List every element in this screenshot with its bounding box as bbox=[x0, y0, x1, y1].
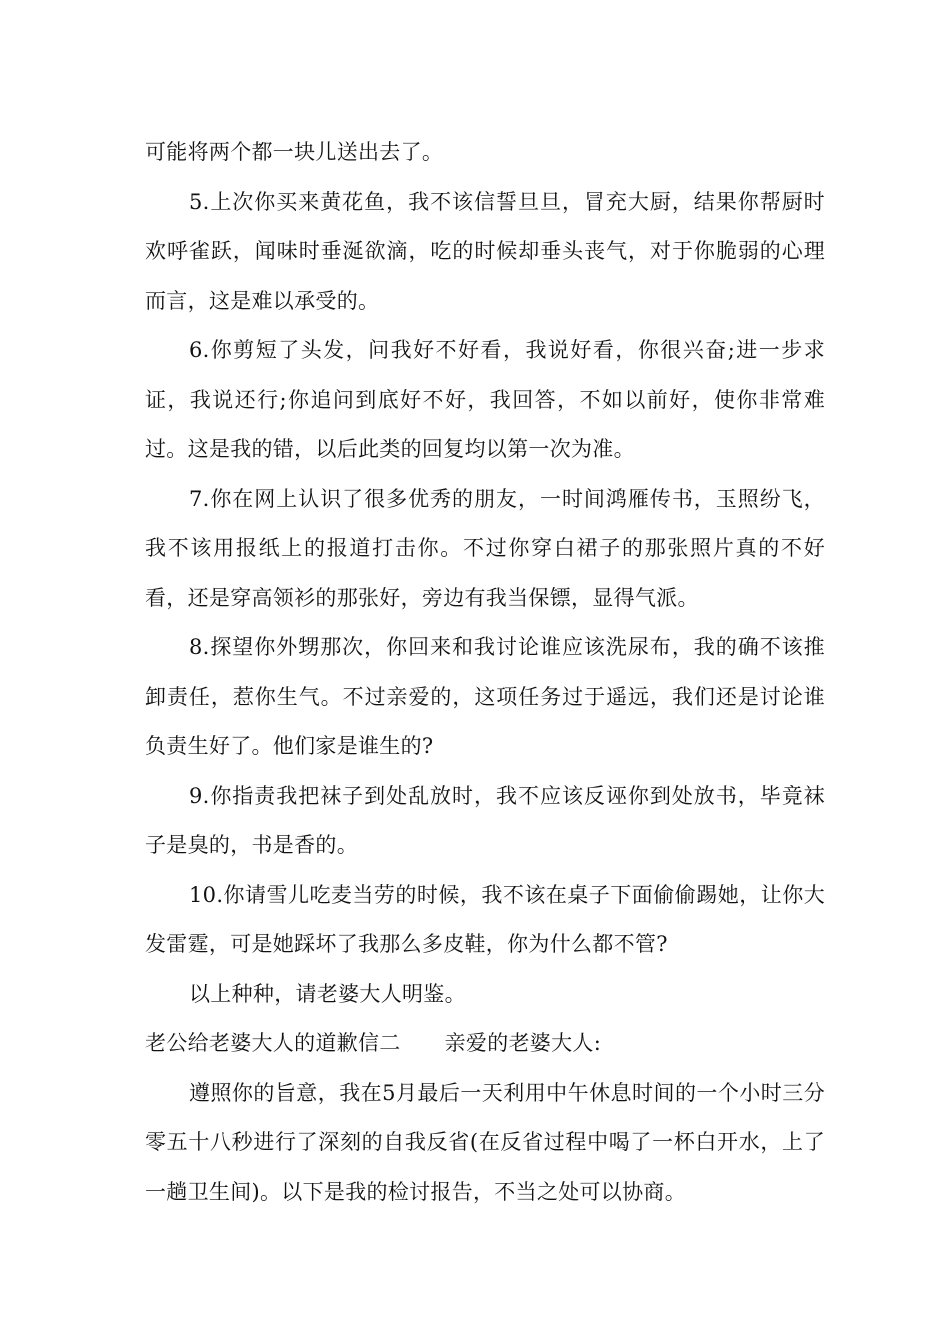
paragraph-item-7: 7.你在网上认识了很多优秀的朋友，一时间鸿雁传书，玉照纷飞，我不该用报纸上的报道打击你。不过你穿白裙子的那张照片真的不好看，还是穿高领衫的那张好，旁边有我当保镖，显得气派。 bbox=[145, 486, 825, 610]
letter-title: 老公给老婆大人的道歉信二 bbox=[145, 1031, 401, 1055]
document-body bbox=[145, 128, 825, 1217]
paragraph-item-5: 5.上次你买来黄花鱼，我不该信誓旦旦，冒充大厨，结果你帮厨时欢呼雀跃，闻味时垂涎欲滴，吃的时候却垂头丧气，对于你脆弱的心理而言，这是难以承受的。 bbox=[145, 189, 825, 313]
paragraph-item-8: 8.探望你外甥那次，你回来和我讨论谁应该洗尿布，我的确不该推卸责任，惹你生气。不过亲爱的，这项任务过于遥远，我们还是讨论谁负责生好了。他们家是谁生的? bbox=[145, 635, 825, 758]
paragraph-summary: 以上种种，请老婆大人明鉴。 bbox=[189, 981, 466, 1006]
paragraph-item-9: 9.你指责我把袜子到处乱放时，我不应该反诬你到处放书，毕竟袜子是臭的，书是香的。 bbox=[145, 783, 825, 857]
paragraph-item-6: 6.你剪短了头发，问我好不好看，我说好看，你很兴奋;进一步求证，我说还行;你追问到底好不好，我回答，不如以前好，使你非常难过。这是我的错，以后此类的回复均以第一次为准。 bbox=[145, 338, 825, 461]
paragraph-item-10: 10.你请雪儿吃麦当劳的时候，我不该在桌子下面偷偷踢她，让你大发雷霆，可是她踩坏了我那么多皮鞋，你为什么都不管? bbox=[145, 882, 825, 956]
paragraph-continued: 可能将两个都一块儿送出去了。 bbox=[145, 140, 444, 164]
paragraph-opening: 遵照你的旨意，我在5月最后一天利用中午休息时间的一个小时三分零五十八秒进行了深刻的自我反省(在反省过程中喝了一杯白开水，上了一趟卫生间)。以下是我的检讨报告，不当之处可以协商。 bbox=[145, 1080, 825, 1204]
letter-salutation: 亲爱的老婆大人: bbox=[444, 1031, 602, 1055]
letter-heading bbox=[145, 1019, 825, 1069]
